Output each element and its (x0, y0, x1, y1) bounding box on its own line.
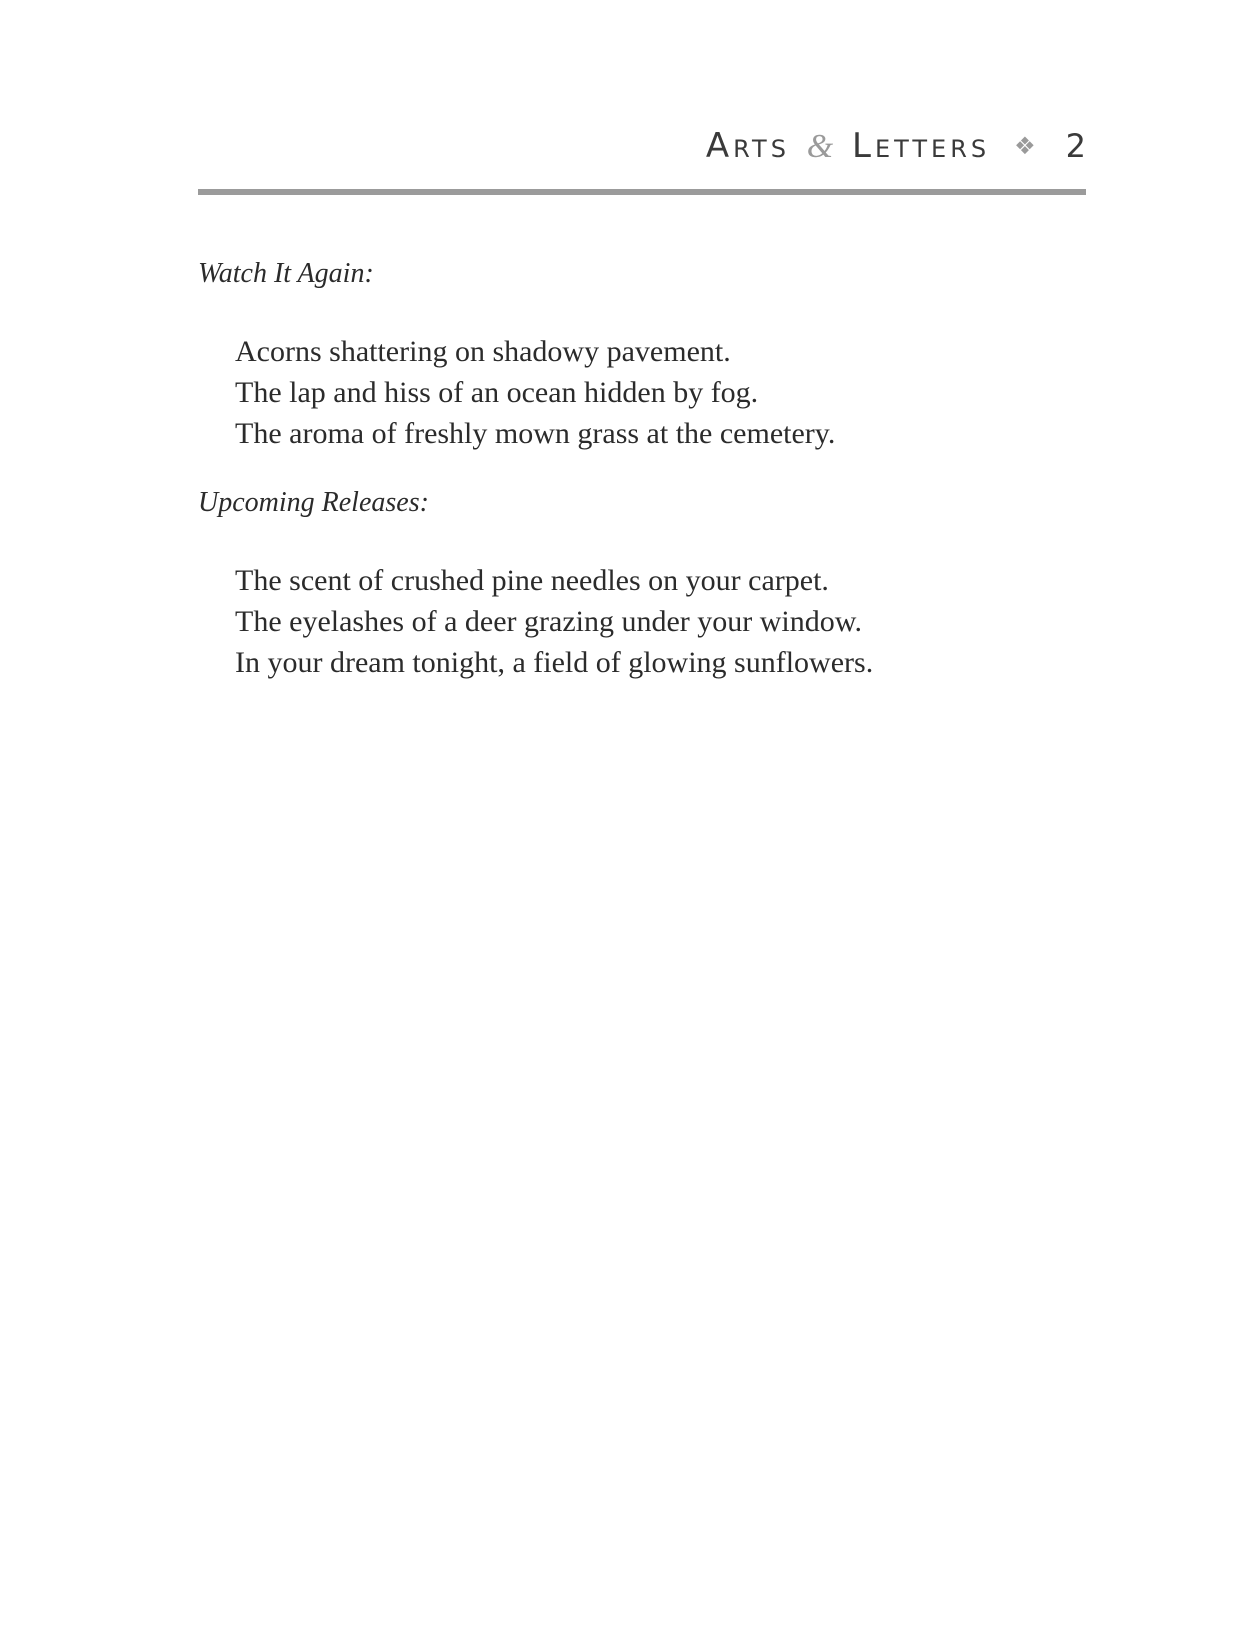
verse-line: The scent of crushed pine needles on your carpet. (235, 564, 829, 597)
section-heading-upcoming-releases: Upcoming Releases: (198, 487, 429, 518)
running-title-first-word: Arts (705, 126, 790, 166)
verse-line: Acorns shattering on shadowy pavement. (235, 335, 731, 368)
running-title-second-word: Letters (852, 126, 991, 166)
verse-block-upcoming-releases (235, 560, 873, 683)
verse-line: The eyelashes of a deer grazing under your window. (235, 605, 862, 638)
section-heading-watch-it-again: Watch It Again: (198, 258, 374, 289)
running-title (706, 126, 990, 166)
verse-line: The lap and hiss of an ocean hidden by fog. (235, 376, 759, 409)
diamond-ornament-icon: ❖ (1014, 132, 1036, 160)
verse-block-watch-it-again (235, 331, 835, 454)
page-number: 2 (1065, 127, 1086, 165)
verse-line: In your dream tonight, a field of glowing sunflowers. (235, 646, 874, 679)
header-rule (198, 189, 1086, 195)
verse-line: The aroma of freshly mown grass at the cemetery. (235, 417, 836, 450)
running-header (198, 126, 1086, 170)
ampersand: & (806, 128, 834, 165)
